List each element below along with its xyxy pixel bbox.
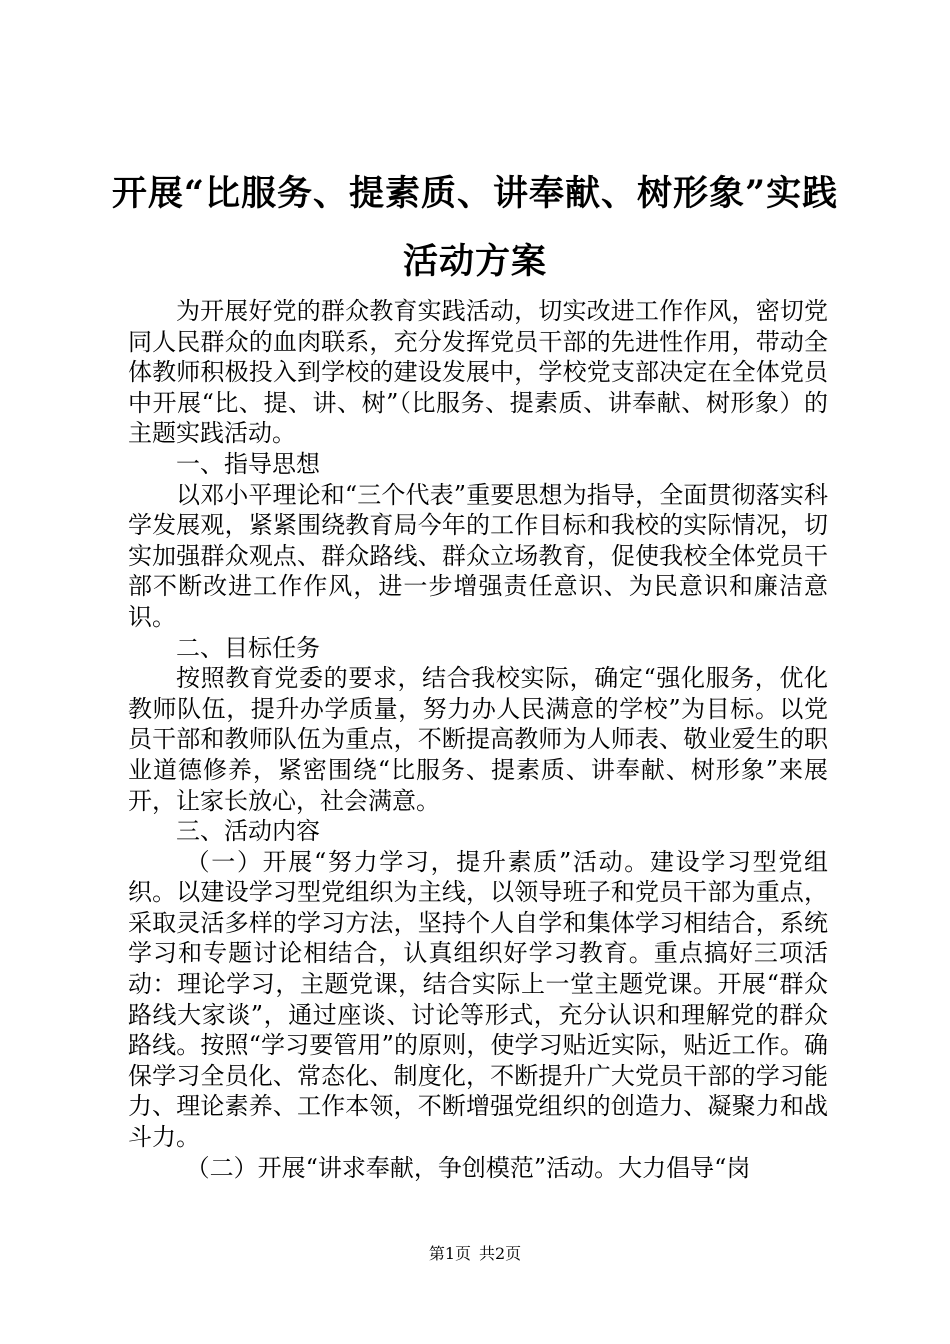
page-footer [0, 1244, 950, 1264]
document-title: 开展“比服务、提素质、讲奉献、树形象”实践活动方案 [111, 173, 839, 282]
guiding-ideology-paragraph: 以邓小平理论和“三个代表”重要思想为指导，全面贯彻落实科学发展观，紧紧围绕教育局今年的工作目标和我校的实际情况，切实加强群众观点、群众路线、群众立场教育，促使我校全体党员干部不断改进工作作风，进一步增强责任意识、为民意识和廉洁意识。 [128, 480, 828, 631]
activity-item-2-paragraph: （二）开展“讲求奉献，争创模范”活动。大力倡导“岗 [185, 1153, 751, 1182]
intro-paragraph: 为开展好党的群众教育实践活动，切实改进工作作风，密切党同人民群众的血肉联系，充分发挥党员干部的先进性作用，带动全体教师积极投入到学校的建设发展中，学校党支部决定在全体党员中开展“比、提、讲、树”（比服务、提素质、讲奉献、树形象）的主题实践活动。 [128, 297, 828, 448]
page-number-current: 第1页 [428, 1244, 471, 1263]
activity-item-1-paragraph: （一）开展“努力学习，提升素质”活动。建设学习型党组织。以建设学习型党组织为主线，以领导班子和党员干部为重点，采取灵活多样的学习方法，坚持个人自学和集体学习相结合，系统学习和专题讨论相结合，认真组织好学习教育。重点搞好三项活动：理论学习，主题党课，结合实际上一堂主题党课。开展“群众路线大家谈”，通过座谈、讨论等形式，充分认识和理解党的群众路线。按照“学习要管用”的原则，使学习贴近实际，贴近工作。确保学习全员化、常态化、制度化，不断提升广大党员干部的学习能力、理论素养、工作本领，不断增强党组织的创造力、凝聚力和战斗力。 [128, 847, 828, 1152]
section-heading-activities: 三、活动内容 [176, 817, 320, 846]
document-body [128, 296, 828, 1183]
page-number-total: 共2页 [479, 1244, 522, 1263]
section-heading-guiding-ideology: 一、指导思想 [176, 449, 320, 478]
section-heading-goals: 二、目标任务 [176, 633, 320, 662]
goals-paragraph: 按照教育党委的要求，结合我校实际，确定“强化服务，优化教师队伍，提升办学质量，努力办人民满意的学校”为目标。以党员干部和教师队伍为重点，不断提高教师为人师表、敬业爱生的职业道德修养，紧密围绕“比服务、提素质、讲奉献、树形象”来展开，让家长放心，社会满意。 [128, 664, 828, 815]
